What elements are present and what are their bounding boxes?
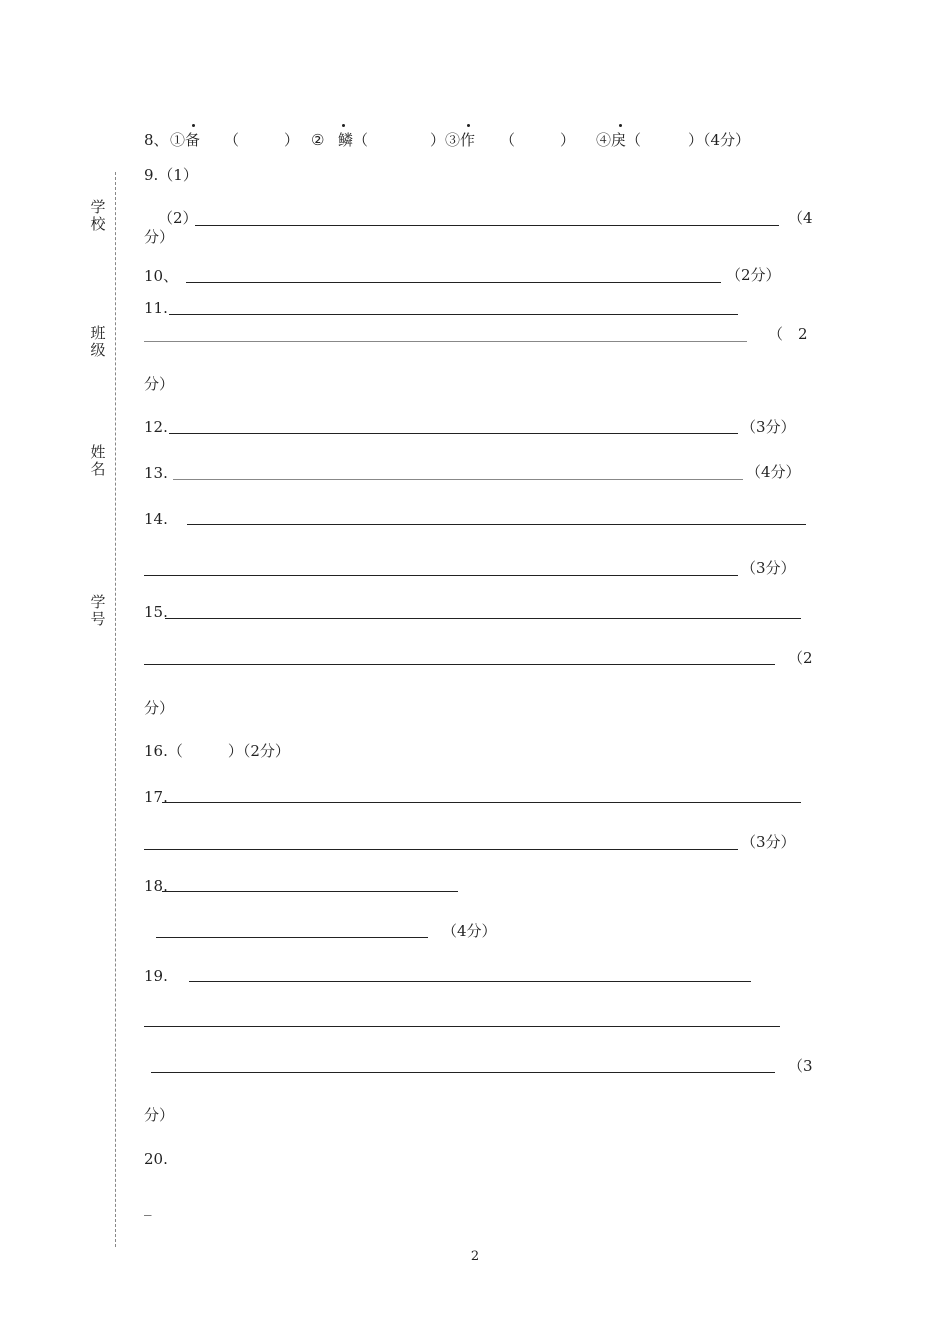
- q15-answer-line-1[interactable]: [165, 618, 801, 619]
- q18-answer-line-1[interactable]: [162, 891, 458, 892]
- emphasis-dot: [342, 124, 345, 127]
- q18-number: 18.: [144, 877, 168, 895]
- q8-item-2: ②: [311, 131, 325, 149]
- q13-number: 13.: [144, 464, 168, 482]
- q10-number: 10、: [144, 267, 179, 285]
- q8-item-1: ①备: [170, 131, 201, 149]
- q11-answer-line-2[interactable]: [144, 341, 747, 342]
- q15-score: （2: [788, 649, 813, 667]
- q8-item-3: ）③作: [430, 131, 476, 149]
- q11-score-cont: 分）: [144, 375, 175, 393]
- q18-score: （4分）: [442, 922, 497, 940]
- q20-underscore[interactable]: _: [144, 1198, 152, 1216]
- sidebar-name-label: 姓名: [90, 443, 106, 478]
- q17-score: （3分）: [741, 833, 796, 851]
- q8-item-4: ④戾（: [596, 131, 642, 149]
- q14-number: 14.: [144, 510, 168, 528]
- sidebar-id-label: 学号: [90, 593, 106, 628]
- emphasis-dot: [467, 124, 470, 127]
- q19-number: 19.: [144, 967, 168, 985]
- q11-number: 11.: [144, 299, 168, 317]
- q9-sub-2: （2）: [158, 209, 198, 227]
- q19-score-cont: 分）: [144, 1106, 175, 1124]
- q19-score: （3: [788, 1057, 813, 1075]
- q11-score: （ 2: [768, 325, 808, 343]
- q15-score-cont: 分）: [144, 699, 175, 717]
- q10-score: （2分）: [726, 266, 781, 284]
- q8-score: ）（4分）: [688, 131, 751, 149]
- emphasis-dot: [619, 124, 622, 127]
- q14-answer-line-1[interactable]: [187, 524, 806, 525]
- q19-answer-line-2[interactable]: [144, 1026, 780, 1027]
- q9-answer-line[interactable]: [195, 225, 779, 226]
- q20-number: 20.: [144, 1150, 168, 1168]
- q12-answer-line[interactable]: [169, 433, 738, 434]
- q8-blank-1[interactable]: （ ）: [224, 131, 300, 149]
- q13-score: （4分）: [746, 463, 801, 481]
- binding-dashed-line: [115, 172, 116, 1247]
- q12-score: （3分）: [741, 418, 796, 436]
- q11-answer-line-1[interactable]: [169, 314, 738, 315]
- q8-char-2: 鳞（: [338, 131, 369, 149]
- q14-answer-line-2[interactable]: [144, 575, 738, 576]
- q17-answer-line-2[interactable]: [144, 849, 738, 850]
- q15-number: 15.: [144, 603, 168, 621]
- q19-answer-line-1[interactable]: [189, 981, 751, 982]
- q17-number: 17.: [144, 788, 168, 806]
- emphasis-dot: [192, 124, 195, 127]
- q14-score: （3分）: [741, 559, 796, 577]
- q16-line: 16.（ ）（2分）: [144, 742, 290, 760]
- page-number: 2: [470, 1249, 480, 1264]
- q8-blank-3[interactable]: （ ）: [500, 131, 576, 149]
- q17-answer-line-1[interactable]: [162, 802, 801, 803]
- q13-answer-line[interactable]: [173, 479, 743, 480]
- sidebar-class-label: 班级: [90, 324, 106, 359]
- q9-score: （4: [788, 209, 813, 227]
- q10-answer-line[interactable]: [186, 282, 721, 283]
- q8-number: 8、: [144, 131, 169, 149]
- sidebar-school-label: 学校: [90, 198, 106, 233]
- q12-number: 12.: [144, 418, 168, 436]
- q9-number: 9.（1）: [144, 166, 198, 184]
- q15-answer-line-2[interactable]: [144, 664, 775, 665]
- q9-score-cont: 分）: [144, 228, 175, 246]
- q19-answer-line-3[interactable]: [151, 1072, 775, 1073]
- q18-answer-line-2[interactable]: [156, 937, 428, 938]
